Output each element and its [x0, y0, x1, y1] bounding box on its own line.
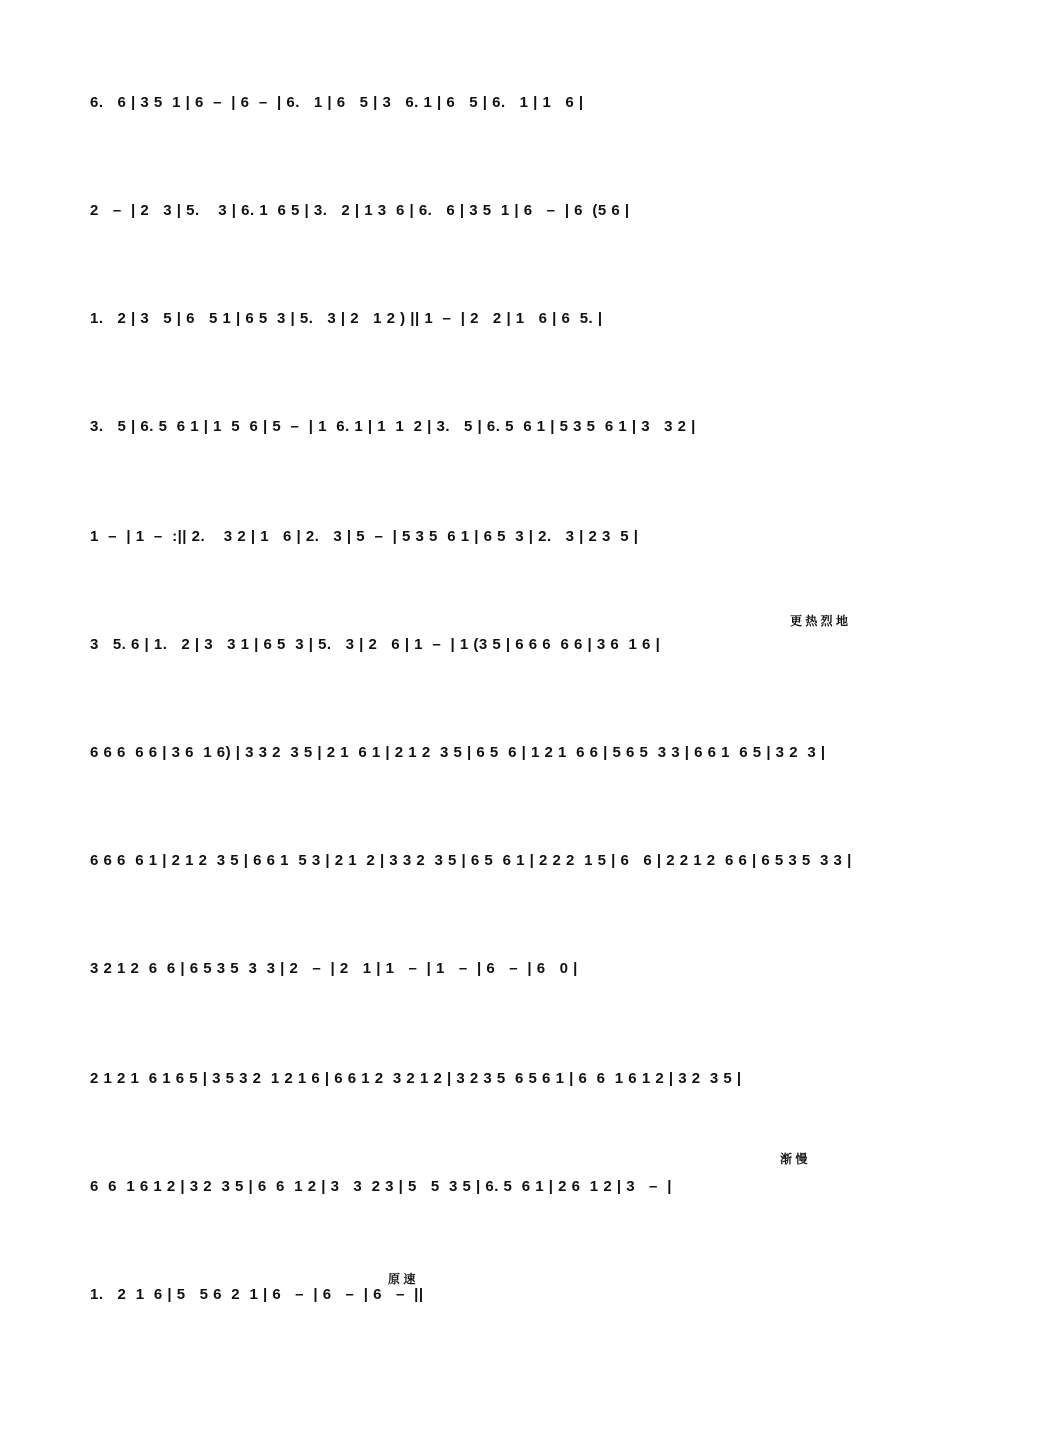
score-line-text: 3. 5 | 6. 5 6 1 | 1 5 6 | 5 – | 1 6. 1 | 1 1 2 | 3. 5 | 6. 5 6 1 | 5 3 5 6 1 | 3 3 2 |	[90, 418, 696, 435]
tempo-marking-hotter: 更 热 烈 地	[790, 614, 849, 628]
score-line-text: 2 1 2 1 6 1 6 5 | 3 5 3 2 1 2 1 6 | 6 6 1 2 3 2 1 2 | 3 2 3 5 6 5 6 1 | 6 6 1 6 1 2 | 3 2 3 5 |	[90, 1070, 742, 1087]
score-line-text: 6 6 1 6 1 2 | 3 2 3 5 | 6 6 1 2 | 3 3 2 3 | 5 5 3 5 | 6. 5 6 1 | 2 6 1 2 | 3 – |	[90, 1178, 672, 1195]
score-line-text: 1. 2 1 6 | 5 5 6 2 1 | 6 – | 6 – | 6 – ||	[90, 1286, 424, 1303]
score-line-2	[90, 182, 980, 242]
score-line-12	[90, 1266, 980, 1326]
score-line-1	[90, 74, 980, 134]
score-line-9	[90, 940, 980, 1000]
score-line-text: 2 – | 2 3 | 5. 3 | 6. 1 6 5 | 3. 2 | 1 3 6 | 6. 6 | 3 5 1 | 6 – | 6 (5 6 |	[90, 202, 630, 219]
score-line-text: 3 5. 6 | 1. 2 | 3 3 1 | 6 5 3 | 5. 3 | 2 6 | 1 – | 1 (3 5 | 6 6 6 6 6 | 3 6 1 6 |	[90, 636, 661, 653]
score-line-6	[90, 616, 980, 676]
score-line-text: 1 – | 1 – :|| 2. 3 2 | 1 6 | 2. 3 | 5 – | 5 3 5 6 1 | 6 5 3 | 2. 3 | 2 3 5 |	[90, 528, 639, 545]
score-line-text: 6. 6 | 3 5 1 | 6 – | 6 – | 6. 1 | 6 5 | 3 6. 1 | 6 5 | 6. 1 | 1 6 |	[90, 94, 584, 111]
score-line-11	[90, 1152, 980, 1218]
score-line-3	[90, 290, 980, 350]
score-line-text: 1. 2 | 3 5 | 6 5 1 | 6 5 3 | 5. 3 | 2 1 2 ) || 1 – | 2 2 | 1 6 | 6 5. |	[90, 310, 603, 327]
tempo-marking-slower: 渐 慢	[780, 1152, 808, 1166]
score-line-7	[90, 724, 980, 784]
score-line-5	[90, 508, 980, 568]
score-line-4	[90, 398, 980, 458]
score-line-text: 3 2 1 2 6 6 | 6 5 3 5 3 3 | 2 – | 2 1 | 1 – | 1 – | 6 – | 6 0 |	[90, 960, 578, 977]
score-line-text: 6 6 6 6 1 | 2 1 2 3 5 | 6 6 1 5 3 | 2 1 2 | 3 3 2 3 5 | 6 5 6 1 | 2 2 2 1 5 | 6 6 | 2 2 1 2 6 6 | 6 5 3 5 3 3 |	[90, 852, 852, 869]
tempo-marking-original: 原 速	[388, 1272, 416, 1286]
score-line-text: 6 6 6 6 6 | 3 6 1 6) | 3 3 2 3 5 | 2 1 6 1 | 2 1 2 3 5 | 6 5 6 | 1 2 1 6 6 | 5 6 5 3 3 | 6 6 1 6 5 | 3 2 3 |	[90, 744, 826, 761]
score-line-8	[90, 832, 980, 892]
score-line-10	[90, 1050, 980, 1110]
